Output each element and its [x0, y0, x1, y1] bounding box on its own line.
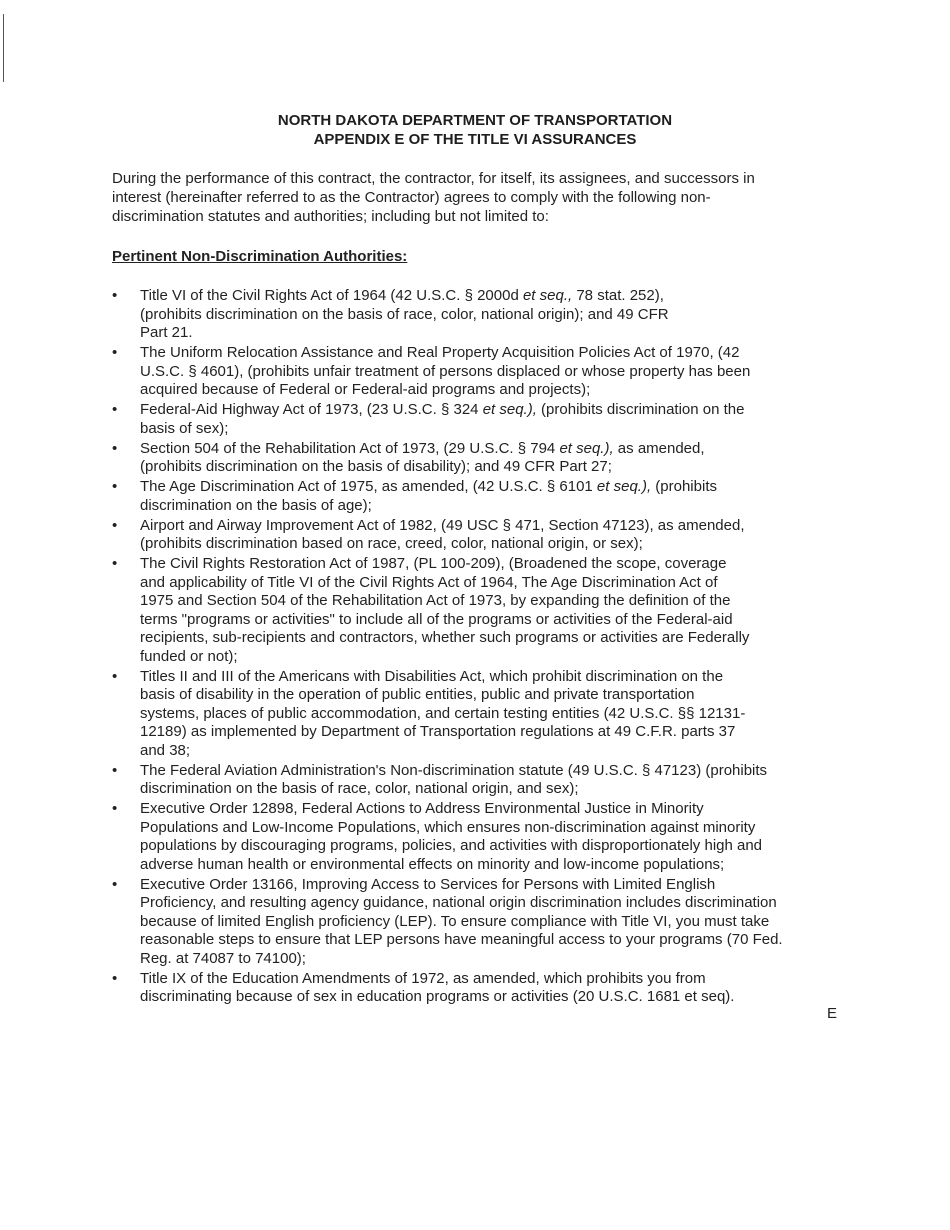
item-text: as amended, [613, 439, 705, 457]
list-item [112, 401, 842, 438]
item-text: Title IX of the Education Amendments of 1972, as amended, which prohibits you from [140, 969, 706, 987]
list-item [112, 478, 842, 515]
bullet-icon: • [112, 800, 118, 817]
item-text: (prohibits [651, 478, 717, 495]
item-text: funded or not); [140, 647, 238, 665]
document-title: NORTH DAKOTA DEPARTMENT OF TRANSPORTATION [277, 112, 673, 129]
bullet-icon: • [112, 401, 118, 418]
item-text: 78 stat. 252), [572, 287, 664, 304]
item-text: Proficiency, and resulting agency guidance, national origin discrimination includes discrimination [140, 894, 777, 911]
intro-line: During the performance of this contract, the contractor, for itself, its assignees, and successors in [112, 170, 755, 187]
bullet-icon: • [112, 287, 118, 304]
item-text: (prohibits discrimination on the [536, 401, 745, 418]
list-item [112, 517, 842, 554]
bullet-icon: • [112, 516, 118, 534]
item-text: Section 504 of the Rehabilitation Act of 1973, (29 U.S.C. § 794 [140, 439, 560, 457]
list-item [112, 876, 842, 969]
item-text: basis of disability in the operation of public entities, public and private transportation [140, 686, 695, 703]
document-subtitle: APPENDIX E OF THE TITLE VI ASSURANCES [313, 131, 637, 148]
item-text: 1975 and Section 504 of the Rehabilitation Act of 1973, by expanding the definition of the [140, 592, 731, 609]
item-text: 12189) as implemented by Department of Transportation regulations at 49 C.F.R. parts 37 [140, 723, 736, 740]
item-text: adverse human health or environmental effects on minority and low-income populations; [140, 855, 725, 873]
item-text: The Age Discrimination Act of 1975, as amended, (42 U.S.C. § 6101 [140, 478, 597, 495]
list-item [112, 800, 842, 874]
list-item [112, 668, 842, 761]
item-text: (prohibits discrimination based on race, creed, color, national origin, or sex); [140, 535, 643, 552]
item-text: Titles II and III of the Americans with Disabilities Act, which prohibit discrimination on the [140, 667, 724, 685]
bullet-icon: • [112, 875, 118, 893]
item-text: Populations and Low-Income Populations, which ensures non-discrimination against minority [140, 818, 756, 836]
item-text: acquired because of Federal or Federal-aid programs and projects); [140, 381, 591, 398]
item-text: The Federal Aviation Administration's Non-discrimination statute (49 U.S.C. § 47123) (prohibits [140, 761, 768, 779]
bullet-icon: • [112, 969, 118, 987]
list-item [112, 762, 842, 799]
item-text: Airport and Airway Improvement Act of 1982, (49 USC § 471, Section 47123), as amended, [140, 516, 745, 534]
bullet-icon: • [112, 761, 118, 779]
list-item [112, 555, 842, 666]
list-item [112, 970, 842, 1007]
item-text: discriminating because of sex in education programs or activities (20 U.S.C. 1681 et seq). [140, 988, 735, 1005]
item-text: U.S.C. § 4601), (prohibits unfair treatment of persons displaced or whose property has been [140, 362, 751, 380]
item-text: Title VI of the Civil Rights Act of 1964 (42 U.S.C. § 2000d [140, 287, 523, 304]
item-text: The Uniform Relocation Assistance and Real Property Acquisition Policies Act of 1970, (42 [140, 344, 740, 361]
item-text: Executive Order 13166, Improving Access to Services for Persons with Limited English [140, 875, 716, 893]
item-text-italic: et seq.), [559, 439, 614, 457]
item-text: terms "programs or activities" to include all of the programs or activities of the Federal-aid [140, 610, 733, 628]
item-text: Federal-Aid Highway Act of 1973, (23 U.S.C. § 324 [140, 401, 483, 418]
item-text-italic: et seq.), [482, 401, 537, 418]
item-text: reasonable steps to ensure that LEP persons have meaningful access to your programs (70 Fed. [140, 931, 783, 948]
bullet-icon: • [112, 667, 118, 685]
item-text-italic: et seq., [522, 287, 573, 304]
bullet-icon: • [112, 439, 118, 457]
item-text: discrimination on the basis of age); [140, 496, 372, 514]
item-text: Executive Order 12898, Federal Actions to Address Environmental Justice in Minority [140, 800, 704, 817]
item-text: and applicability of Title VI of the Civil Rights Act of 1964, The Age Discrimination Act of [140, 573, 718, 591]
intro-line: discrimination statutes and authorities; including but not limited to: [112, 208, 549, 225]
intro-paragraph [112, 169, 812, 226]
item-text: Part 21. [140, 324, 193, 341]
bullet-icon: • [112, 555, 118, 572]
item-text: basis of sex); [140, 419, 229, 437]
item-text: because of limited English proficiency (LEP). To ensure compliance with Title VI, you must take [140, 912, 770, 930]
list-item [112, 287, 842, 343]
item-text: The Civil Rights Restoration Act of 1987, (PL 100-209), (Broadened the scope, coverage [140, 555, 727, 572]
page-edge-mark [3, 14, 4, 82]
list-item [112, 440, 842, 477]
item-text: (prohibits discrimination on the basis of race, color, national origin); and 49 CFR [140, 305, 669, 323]
bullet-icon: • [112, 478, 118, 495]
bullet-icon: • [112, 344, 118, 361]
authorities-list [112, 287, 842, 1008]
item-text: discrimination on the basis of race, color, national origin, and sex); [140, 780, 579, 797]
section-heading: Pertinent Non-Discrimination Authorities: [112, 248, 408, 265]
list-item [112, 344, 842, 400]
item-text: and 38; [140, 741, 191, 759]
page-letter: E [827, 1005, 838, 1022]
item-text-italic: et seq.), [596, 478, 652, 495]
item-text: populations by discouraging programs, policies, and activities with disproportionately high and [140, 837, 763, 854]
item-text: recipients, sub-recipients and contractors, whether such programs or activities are Federally [140, 629, 750, 646]
item-text: systems, places of public accommodation, and certain testing entities (42 U.S.C. §§ 12131- [140, 704, 746, 722]
item-text: Reg. at 74087 to 74100); [140, 949, 306, 967]
item-text: (prohibits discrimination on the basis of disability); and 49 CFR Part 27; [140, 458, 612, 475]
intro-line: interest (hereinafter referred to as the Contractor) agrees to comply with the following non- [112, 189, 711, 206]
